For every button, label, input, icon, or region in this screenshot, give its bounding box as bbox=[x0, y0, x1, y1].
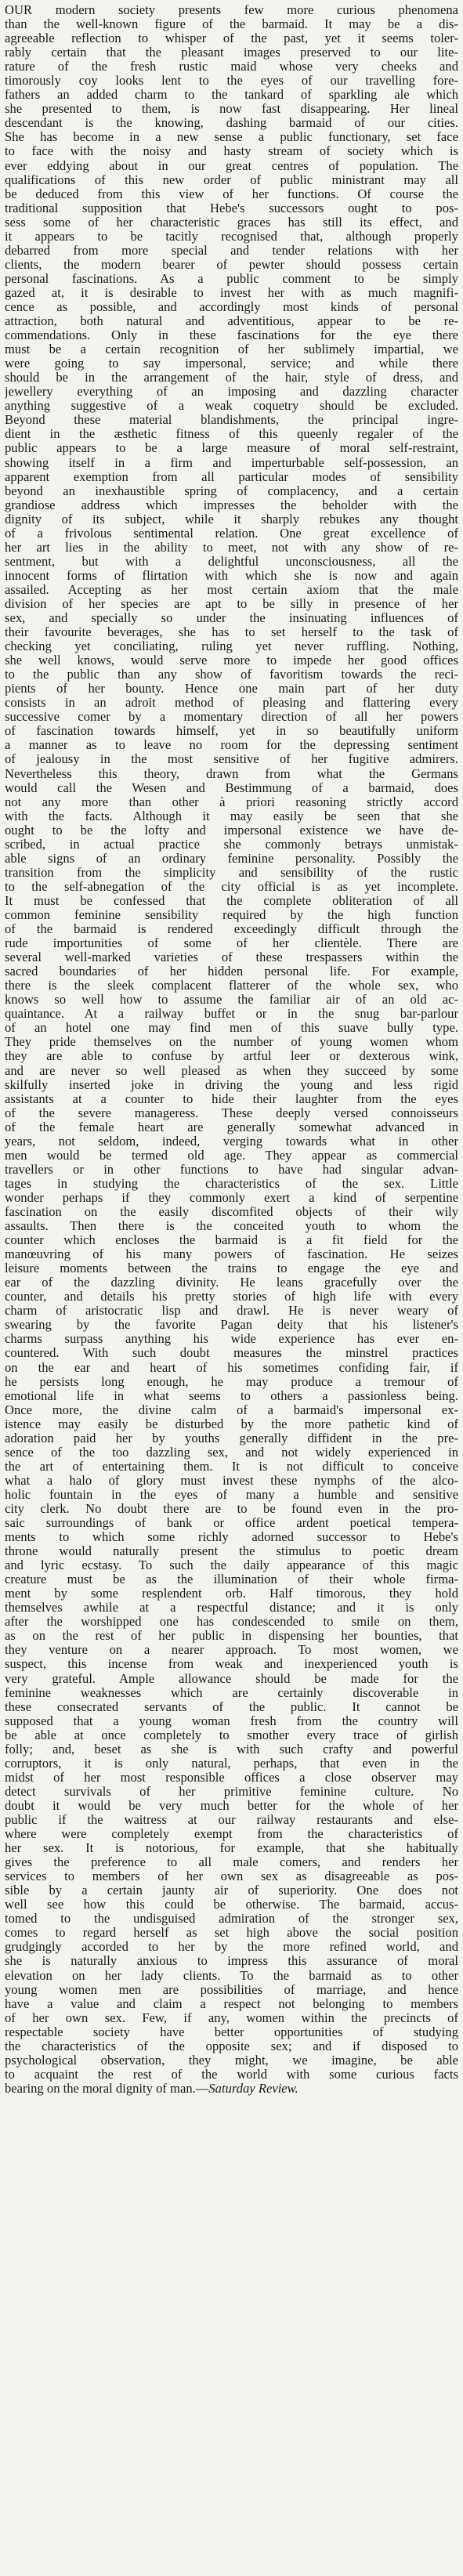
article-line-text: respectable society have better opportunities of studying bbox=[5, 2024, 458, 2039]
article-line bbox=[5, 993, 458, 1007]
article-line bbox=[5, 1332, 458, 1346]
article-line bbox=[5, 1898, 458, 1912]
article-line-text: debarred from more special and tender relations with her bbox=[5, 243, 458, 258]
article-line-text: sacred boundaries of her hidden personal life. For example, bbox=[5, 964, 458, 979]
article-line-text: they venture on a nearer approach. To most women, we bbox=[5, 1643, 458, 1658]
article-line bbox=[5, 1261, 458, 1275]
article-line bbox=[5, 1417, 458, 1431]
article-line-text: of jealousy in the most sensitive of her fugitive admirers. bbox=[5, 752, 458, 767]
article-line bbox=[5, 31, 458, 45]
article-line-text: well see how this could be otherwise. The barmaid, accus- bbox=[5, 1898, 458, 1912]
article-line bbox=[5, 1672, 458, 1686]
article-line bbox=[5, 201, 458, 215]
article-line bbox=[5, 328, 458, 342]
article-line-text: they are able to confuse by artful leer or dexterous wink, bbox=[5, 1049, 458, 1064]
article-line-text: throne would naturally present the stimulus to poetic dream bbox=[5, 1544, 458, 1559]
article-line-text: her sex. It is notorious, for example, that she habitually bbox=[5, 1841, 458, 1856]
article-line bbox=[5, 88, 458, 102]
article-line bbox=[5, 1530, 458, 1544]
article-line bbox=[5, 1247, 458, 1261]
article-line-text: bearing on the moral dignity of man. bbox=[5, 2081, 196, 2096]
article-line-text: rude importunities of some of her clientèle. There are bbox=[5, 936, 458, 951]
article-line bbox=[5, 1615, 458, 1629]
article-line-text: division of her species are apt to be silly in presence of her bbox=[5, 596, 458, 611]
article-line bbox=[5, 1078, 458, 1092]
article-line-text: adoration paid her by youths generally diffident in the pre- bbox=[5, 1431, 458, 1445]
article-line bbox=[5, 950, 458, 964]
article-line bbox=[5, 1855, 458, 1869]
article-line-text: the art of entertaining them. It is not difficult to conceive bbox=[5, 1459, 458, 1474]
article-line bbox=[5, 1205, 458, 1219]
article-line bbox=[5, 866, 458, 880]
article-line-text: ment by some resplendent orb. Half timorous, they hold bbox=[5, 1586, 458, 1601]
article-line bbox=[5, 314, 458, 328]
article-line-text: gives the preference to all male comers, and renders her bbox=[5, 1855, 458, 1870]
article-line-text: psychological observation, they might, we imagine, be able bbox=[5, 2053, 458, 2068]
article-line-text: of a frivolous sentimental relation. One great excellence of bbox=[5, 526, 458, 541]
article-line bbox=[5, 144, 458, 158]
article-line-text: sess some of her characteristic graces has still its effect, and bbox=[5, 215, 458, 230]
article-line bbox=[5, 1502, 458, 1516]
article-line bbox=[5, 1516, 458, 1530]
article-line bbox=[5, 342, 458, 356]
article-line-text: charm of aristocratic lisp and drawl. He is never weary of bbox=[5, 1304, 458, 1319]
article-line bbox=[5, 1191, 458, 1205]
article-line bbox=[5, 1799, 458, 1813]
article-line-text: transition from the simplicity and sensibility of the rustic bbox=[5, 865, 458, 880]
article-line-text: comes to regard herself as set high above the social position bbox=[5, 1926, 458, 1941]
article-line bbox=[5, 1657, 458, 1671]
article-line bbox=[5, 258, 458, 272]
article-line-text: young women men are possibilities of marriage, and hence bbox=[5, 1982, 458, 1997]
article-line bbox=[5, 1375, 458, 1389]
article-line bbox=[5, 597, 458, 611]
article-line bbox=[5, 738, 458, 752]
article-line-text: qualifications of this new order of public ministrant may all bbox=[5, 172, 458, 187]
article-line-text: emotional life in what seems to others a passionless being. bbox=[5, 1388, 458, 1403]
article-line bbox=[5, 173, 458, 187]
article-line-text: themselves awhile at a respectful distance; and it is only bbox=[5, 1601, 458, 1615]
article-line bbox=[5, 286, 458, 300]
article-line bbox=[5, 2053, 458, 2068]
article-line-text: with the facts. Although it may easily be seen that she bbox=[5, 809, 458, 823]
article-line bbox=[5, 371, 458, 385]
article-line-text: she presented to them, is now fast disappearing. Her lineal bbox=[5, 102, 458, 117]
article-line bbox=[5, 1064, 458, 1078]
article-line-text: sentment, but with a delightful unconsciousness, all the bbox=[5, 554, 458, 569]
article-line-text: public appears to be a large measure of moral self-restraint, bbox=[5, 441, 458, 456]
article-line bbox=[5, 781, 458, 795]
article-line bbox=[5, 526, 458, 541]
article-line bbox=[5, 1318, 458, 1332]
article-line-text: public if the waitress at our railway restaurants and else- bbox=[5, 1813, 458, 1827]
article-line bbox=[5, 1572, 458, 1586]
article-line bbox=[5, 1841, 458, 1855]
article-line-text: of the severe manageress. These deeply versed connoisseurs bbox=[5, 1105, 458, 1120]
article-line bbox=[5, 611, 458, 625]
article-line-text: where were completely exempt from the characteristics of bbox=[5, 1827, 458, 1842]
article-line bbox=[5, 1431, 458, 1445]
article-line bbox=[5, 3, 458, 17]
article-line bbox=[5, 682, 458, 696]
article-line-text: commendations. Only in these fascinations for the eye there bbox=[5, 328, 458, 343]
article-line bbox=[5, 1389, 458, 1403]
article-line bbox=[5, 569, 458, 583]
article-line-text: apparent exemption from all particular modes of sensibility bbox=[5, 469, 458, 484]
article-line bbox=[5, 356, 458, 371]
article-line bbox=[5, 541, 458, 555]
article-line-text: sex, and specially so under the insinuating influences of bbox=[5, 611, 458, 626]
article-line bbox=[5, 1771, 458, 1785]
article-line bbox=[5, 1883, 458, 1898]
article-line bbox=[5, 1460, 458, 1474]
article-line-text: as on the rest of her public in dispensing her bounties, that bbox=[5, 1629, 458, 1644]
article-line-text: quaintance. At a railway buffet or in the snug bar-parlour bbox=[5, 1007, 458, 1022]
article-line-text: and are never so well pleased as when they succeed by some bbox=[5, 1063, 458, 1078]
article-line-text: pients of her bounty. Hence one main part of her duty bbox=[5, 682, 458, 696]
article-line bbox=[5, 908, 458, 922]
article-line bbox=[5, 1813, 458, 1827]
article-line-text: detect survivals of her primitive feminine culture. No bbox=[5, 1784, 458, 1799]
article-line bbox=[5, 2025, 458, 2039]
article-line-text: istence may easily be disturbed by the more pathetic kind of bbox=[5, 1416, 458, 1431]
article-line bbox=[5, 1304, 458, 1318]
article-line bbox=[5, 838, 458, 852]
article-line bbox=[5, 1134, 458, 1149]
article-line bbox=[5, 1700, 458, 1714]
article-line-text: folly; and, beset as she is with such crafty and powerful bbox=[5, 1742, 458, 1757]
article-line-text: what a halo of glory must invest these nymphs of the alco- bbox=[5, 1473, 458, 1488]
article-line-text: sible by a certain jaunty air of superiority. One does not bbox=[5, 1883, 458, 1898]
article-line bbox=[5, 767, 458, 781]
article-line-text: men would be termed old age. They appear as commercial bbox=[5, 1148, 458, 1163]
article-line-text: swearing by the favorite Pagan deity that his listener's bbox=[5, 1318, 458, 1333]
article-line bbox=[5, 880, 458, 894]
article-line-text: descendant is the knowing, dashing barmaid of our cities. bbox=[5, 116, 458, 131]
article-line-text: she well knows, would serve more to impede her good offices bbox=[5, 653, 458, 668]
article-line bbox=[5, 1757, 458, 1771]
article-line-text: of her own sex. Few, if any, women within the precincts of bbox=[5, 2010, 458, 2025]
article-line bbox=[5, 1445, 458, 1460]
article-line bbox=[5, 74, 458, 88]
article-line-text: the characteristics of the opposite sex; and if disposed to bbox=[5, 2039, 458, 2053]
article-line bbox=[5, 1827, 458, 1841]
article-line-text: ments to which some richly adorned successor to Hebe's bbox=[5, 1530, 458, 1545]
article-line-text: skilfully inserted joke in driving the young and less rigid bbox=[5, 1077, 458, 1092]
article-line-text: to face with the noisy and hasty stream of society which is bbox=[5, 144, 458, 159]
article-line bbox=[5, 1149, 458, 1163]
article-line bbox=[5, 1940, 458, 1954]
article-line-text: gazed at, it is desirable to invest her with as much magnifi- bbox=[5, 285, 458, 300]
article-line-text: dient in the æsthetic fitness of this queenly regaler of the bbox=[5, 427, 458, 442]
article-line-text: holic fountain in the eyes of many a humble and sensitive bbox=[5, 1487, 458, 1502]
article-line bbox=[5, 1488, 458, 1502]
article-line-text: of the female heart are generally somewhat advanced in bbox=[5, 1120, 458, 1134]
article-line-text: rature of the fresh rustic maid whose very cheeks and bbox=[5, 60, 458, 74]
article-line-text: tages in studying the characteristics of the sex. Little bbox=[5, 1176, 458, 1191]
article-line-text: showing itself in a firm and imperturbable self-possession, an bbox=[5, 455, 458, 470]
article-line bbox=[5, 823, 458, 838]
article-line-text: assailed. Accepting as her most certain axiom that the male bbox=[5, 582, 458, 597]
article-line bbox=[5, 130, 458, 144]
article-line-text: It must be confessed that the complete obliteration of all bbox=[5, 893, 458, 908]
article-line bbox=[5, 102, 458, 116]
article-line bbox=[5, 1049, 458, 1063]
article-line bbox=[5, 1586, 458, 1601]
article-line-text: he persists long enough, he may produce a tremour of bbox=[5, 1374, 458, 1389]
article-line bbox=[5, 272, 458, 286]
article-line-text: have a value and claim a respect not belonging to members bbox=[5, 1996, 458, 2011]
article-line: bearing on the moral dignity of man.—Saturday Review. bbox=[5, 2081, 298, 2096]
article-line bbox=[5, 512, 458, 526]
article-line bbox=[5, 668, 458, 682]
article-line-text: scribed, in actual practice she commonly betrays unmistak- bbox=[5, 837, 458, 852]
source-attribution: Saturday Review. bbox=[208, 2081, 298, 2096]
article-line-text: and lyric ecstasy. To such the daily appearance of this magic bbox=[5, 1558, 458, 1573]
article-line-text: a manner as to leave no room for the depressing sentiment bbox=[5, 738, 458, 753]
article-line bbox=[5, 583, 458, 597]
article-line-text: sence of the too dazzling sex, and not widely experienced in bbox=[5, 1445, 458, 1460]
article-line-text: it appears to be tacitly recognised that, although properly bbox=[5, 229, 458, 244]
article-line bbox=[5, 710, 458, 724]
article-line-text: common feminine sensibility required by the high function bbox=[5, 908, 458, 922]
article-line-text: assistants at a counter to hide their laughter from the eyes bbox=[5, 1091, 458, 1106]
article-line bbox=[5, 1869, 458, 1883]
article-line-text: consists in an adroit method of pleasing and flattering every bbox=[5, 696, 458, 711]
article-line bbox=[5, 1474, 458, 1488]
article-line bbox=[5, 1120, 458, 1134]
article-line-text: attraction, both natural and adventitious, appear to be re- bbox=[5, 314, 458, 329]
article-line-text: she is naturally anxious to impress this assurance of moral bbox=[5, 1954, 458, 1969]
article-line-text: creature must be as the illumination of their whole firma- bbox=[5, 1572, 458, 1587]
article-line bbox=[5, 1007, 458, 1021]
article-line bbox=[5, 1361, 458, 1375]
article-line-text: counter which encloses the barmaid is a fit field for the bbox=[5, 1233, 458, 1248]
article-line-text: knows so well how to assume the familiar air of an old ac- bbox=[5, 993, 458, 1008]
article-line bbox=[5, 215, 458, 230]
article-line-text: able signs of an ordinary feminine personality. Possibly the bbox=[5, 851, 458, 866]
article-line bbox=[5, 484, 458, 498]
article-line bbox=[5, 809, 458, 823]
article-line-text: assaults. Then there is the conceited youth to whom the bbox=[5, 1219, 458, 1234]
article-line-text: corruptors, it is only natural, perhaps, that even in the bbox=[5, 1756, 458, 1771]
article-line bbox=[5, 1219, 458, 1233]
article-line-text: grandiose address which impresses the beholder with the bbox=[5, 497, 458, 512]
article-line-text: manœuvring of his many powers of fascination. He seizes bbox=[5, 1247, 458, 1262]
article-line-text: not any more than other à priori reasoning strictly accord bbox=[5, 794, 458, 809]
article-line-text: midst of her most responsible offices a close observer may bbox=[5, 1770, 458, 1785]
article-line-text: checking yet conciliating, ruling yet never ruffling. Nothing, bbox=[5, 639, 458, 654]
article-line-text: timorously coy looks lent to the eyes of our travelling fore- bbox=[5, 74, 458, 89]
article-line-text: should be in the arrangement of the hair, style of dress, and bbox=[5, 371, 458, 385]
article-line bbox=[5, 1643, 458, 1657]
article-line bbox=[5, 1912, 458, 1926]
article-line bbox=[5, 498, 458, 512]
article-line-text: countered. With such doubt measures the minstrel practices bbox=[5, 1346, 458, 1361]
article-line-text: counter, and details his pretty stories of high life with every bbox=[5, 1290, 458, 1304]
article-line-text: She has become in a new sense a public functionary, set face bbox=[5, 130, 458, 145]
article-line bbox=[5, 1544, 458, 1558]
article-line bbox=[5, 1558, 458, 1572]
article-line-text: of the barmaid is rendered exceedingly difficult through the bbox=[5, 922, 458, 937]
article-line bbox=[5, 17, 458, 31]
article-line-text: traditional supposition that Hebe's successors ought to pos- bbox=[5, 201, 458, 215]
article-line bbox=[5, 653, 458, 668]
article-line-text: to acquaint the rest of the world with some curious facts bbox=[5, 2067, 458, 2082]
article-line bbox=[5, 441, 458, 455]
article-line-text: OUR modern society presents few more curious phenomena bbox=[5, 3, 458, 17]
article-line-text: suspect, this incense from weak and inexperienced youth is bbox=[5, 1657, 458, 1672]
article-line bbox=[5, 1954, 458, 1968]
article-line bbox=[5, 1163, 458, 1177]
article-line-text: than the well-known figure of the barmaid. It may be a dis- bbox=[5, 17, 458, 32]
article-line bbox=[5, 1106, 458, 1120]
article-line bbox=[5, 2011, 458, 2025]
article-line-text: charms surpass anything his wide experience has ever en- bbox=[5, 1332, 458, 1347]
article-line-text: ought to be the lofty and impersonal existence we have de- bbox=[5, 823, 458, 838]
article-line-text: clients, the modern bearer of pewter should possess certain bbox=[5, 257, 458, 272]
article-line bbox=[5, 1346, 458, 1360]
article-line bbox=[5, 1714, 458, 1728]
article-line bbox=[5, 230, 458, 244]
article-line-text: travellers or in other functions to have had singular advan- bbox=[5, 1162, 458, 1177]
article-line-text: years, not seldom, indeed, verging towards what in other bbox=[5, 1134, 458, 1149]
article-line-text: several well-marked varieties of these trespassers within the bbox=[5, 950, 458, 965]
article-line-text: on the ear and heart of his sometimes confiding fair, if bbox=[5, 1360, 458, 1375]
article-line bbox=[5, 922, 458, 936]
article-line-text: were going to say impersonal, service; and while there bbox=[5, 356, 458, 371]
article-line-text: of an hotel one may find men of this suave bully type. bbox=[5, 1021, 458, 1036]
article-line-text: to the self-abnegation of the city official is as yet incomplete. bbox=[5, 879, 458, 894]
article-line bbox=[5, 244, 458, 258]
article-line bbox=[5, 555, 458, 569]
article-line bbox=[5, 159, 458, 173]
article-line-text: dignity of its subject, while it sharply rebukes any thought bbox=[5, 512, 458, 526]
article-line-text: these consecrated servants of the public. It cannot be bbox=[5, 1699, 458, 1714]
article-line-text: ear of the dazzling divinity. He leans gracefully over the bbox=[5, 1275, 458, 1290]
article-line-text: doubt it would be very much better for the whole of her bbox=[5, 1798, 458, 1813]
article-line bbox=[5, 1021, 458, 1035]
article-line-text: fascination on the easily discomfited objects of their wily bbox=[5, 1204, 458, 1219]
article-line-text: her art lies in the ability to meet, not with any show of re- bbox=[5, 540, 458, 555]
article-line bbox=[5, 1785, 458, 1799]
article-line-text: saic surroundings of bank or office ardent poetical tempera- bbox=[5, 1516, 458, 1531]
article-line bbox=[5, 795, 458, 809]
article-line bbox=[5, 1035, 458, 1049]
article-line bbox=[5, 1742, 458, 1757]
article-line bbox=[5, 724, 458, 738]
article-line bbox=[5, 1983, 458, 1997]
article-line-text: feminine weaknesses which are certainly discoverable in bbox=[5, 1685, 458, 1700]
article-line-text: after the worshipped one has condescended to smile on them, bbox=[5, 1615, 458, 1630]
article-line-text: supposed that a young woman fresh from the country will bbox=[5, 1713, 458, 1728]
article-line bbox=[5, 413, 458, 427]
article-line-text: elevation on her lady clients. To the barmaid as to other bbox=[5, 1968, 458, 1983]
article-line bbox=[5, 1601, 458, 1615]
article-line-text: fathers an added charm to the tankard of sparkling ale which bbox=[5, 88, 458, 103]
article-line bbox=[5, 385, 458, 399]
article-line-text: innocent forms of flirtation with which she is now and again bbox=[5, 568, 458, 583]
article-line bbox=[5, 1275, 458, 1290]
article-line-text: successive comer by a momentary direction of all her powers bbox=[5, 710, 458, 725]
article-line-text: be deduced from this view of her functions. Of course the bbox=[5, 186, 458, 201]
article-line bbox=[5, 1403, 458, 1417]
article-line bbox=[5, 696, 458, 710]
article-line bbox=[5, 399, 458, 413]
article-line-text: city clerk. No doubt there are to be found even in the pro- bbox=[5, 1501, 458, 1516]
article-line bbox=[5, 427, 458, 441]
article-line-text: leisure moments between the trains to engage the eye and bbox=[5, 1261, 458, 1276]
article-line bbox=[5, 1233, 458, 1247]
article-line-text: cence as possible, and accordingly most kinds of personal bbox=[5, 299, 458, 314]
article-line bbox=[5, 964, 458, 979]
article-line bbox=[5, 300, 458, 314]
article-line-text: agreeable reflection to whisper of the past, yet it seems toler- bbox=[5, 31, 458, 46]
article-line-text: of fascination towards himself, yet in so beautifully uniform bbox=[5, 724, 458, 739]
article-line bbox=[5, 1926, 458, 1940]
article-line bbox=[5, 1092, 458, 1106]
article-line-text: beyond an inexhaustible spring of complacency, and a certain bbox=[5, 483, 458, 498]
article-body bbox=[5, 3, 458, 2096]
article-line-text: would call the Wesen and Bestimmung of a barmaid, does bbox=[5, 780, 458, 795]
article-line bbox=[5, 752, 458, 766]
article-line-text: jewellery everything of an imposing and dazzling character bbox=[5, 385, 458, 400]
article-line-text: Beyond these material blandishments, the principal ingre- bbox=[5, 413, 458, 428]
article-line-text: rably certain that the pleasant images preserved to our lite- bbox=[5, 45, 458, 60]
article-line bbox=[5, 894, 458, 908]
article-line bbox=[5, 45, 458, 60]
article-line-text: to the public than any show of favoritism towards the reci- bbox=[5, 668, 458, 682]
article-line bbox=[5, 2039, 458, 2053]
article-line bbox=[5, 456, 458, 470]
article-line bbox=[5, 1969, 458, 1983]
article-line bbox=[5, 852, 458, 866]
article-line bbox=[5, 60, 458, 74]
article-line-text: services to members of her own sex as disagreeable as pos- bbox=[5, 1869, 458, 1884]
article-line-text: personal fascinations. As a public comment to be simply bbox=[5, 271, 458, 286]
article-line-text: grudgingly accorded to her by the more refined world, and bbox=[5, 1940, 458, 1955]
article-line-text: anything suggestive of a weak coquetry should be excluded. bbox=[5, 399, 458, 414]
article-line-text: there is the sleek complacent flatterer of the whole sex, who bbox=[5, 979, 458, 993]
article-line bbox=[5, 625, 458, 639]
article-line-text: their favourite beverages, she has to set herself to the task of bbox=[5, 625, 458, 640]
article-line-text: They pride themselves on the number of young women whom bbox=[5, 1035, 458, 1050]
article-line-text: tomed to the undisguised admiration of the stronger sex, bbox=[5, 1912, 458, 1927]
article-line bbox=[5, 116, 458, 130]
article-line-text: Once more, the divine calm of a barmaid's impersonal ex- bbox=[5, 1402, 458, 1417]
article-line bbox=[5, 1177, 458, 1191]
article-line bbox=[5, 979, 458, 993]
article-line bbox=[5, 1997, 458, 2011]
article-line bbox=[5, 639, 458, 653]
article-line bbox=[5, 2068, 458, 2082]
article-line bbox=[5, 1290, 458, 1304]
article-line bbox=[5, 187, 458, 201]
article-line bbox=[5, 470, 458, 484]
article-line bbox=[5, 936, 458, 950]
article-line bbox=[5, 1728, 458, 1742]
article-line-text: wonder perhaps if they commonly exert a kind of serpentine bbox=[5, 1190, 458, 1205]
article-line-text: be able at once completely to smother every trace of girlish bbox=[5, 1728, 458, 1742]
article-line-text: very grateful. Ample allowance should be made for the bbox=[5, 1671, 458, 1686]
article-line-text: must be a certain recognition of her sublimely impartial, we bbox=[5, 342, 458, 357]
article-line-text: Nevertheless this theory, drawn from what the Germans bbox=[5, 766, 458, 781]
article-line bbox=[5, 1686, 458, 1700]
article-line bbox=[5, 1629, 458, 1643]
article-line-text: ever eddying about in our great centres of population. The bbox=[5, 158, 458, 173]
